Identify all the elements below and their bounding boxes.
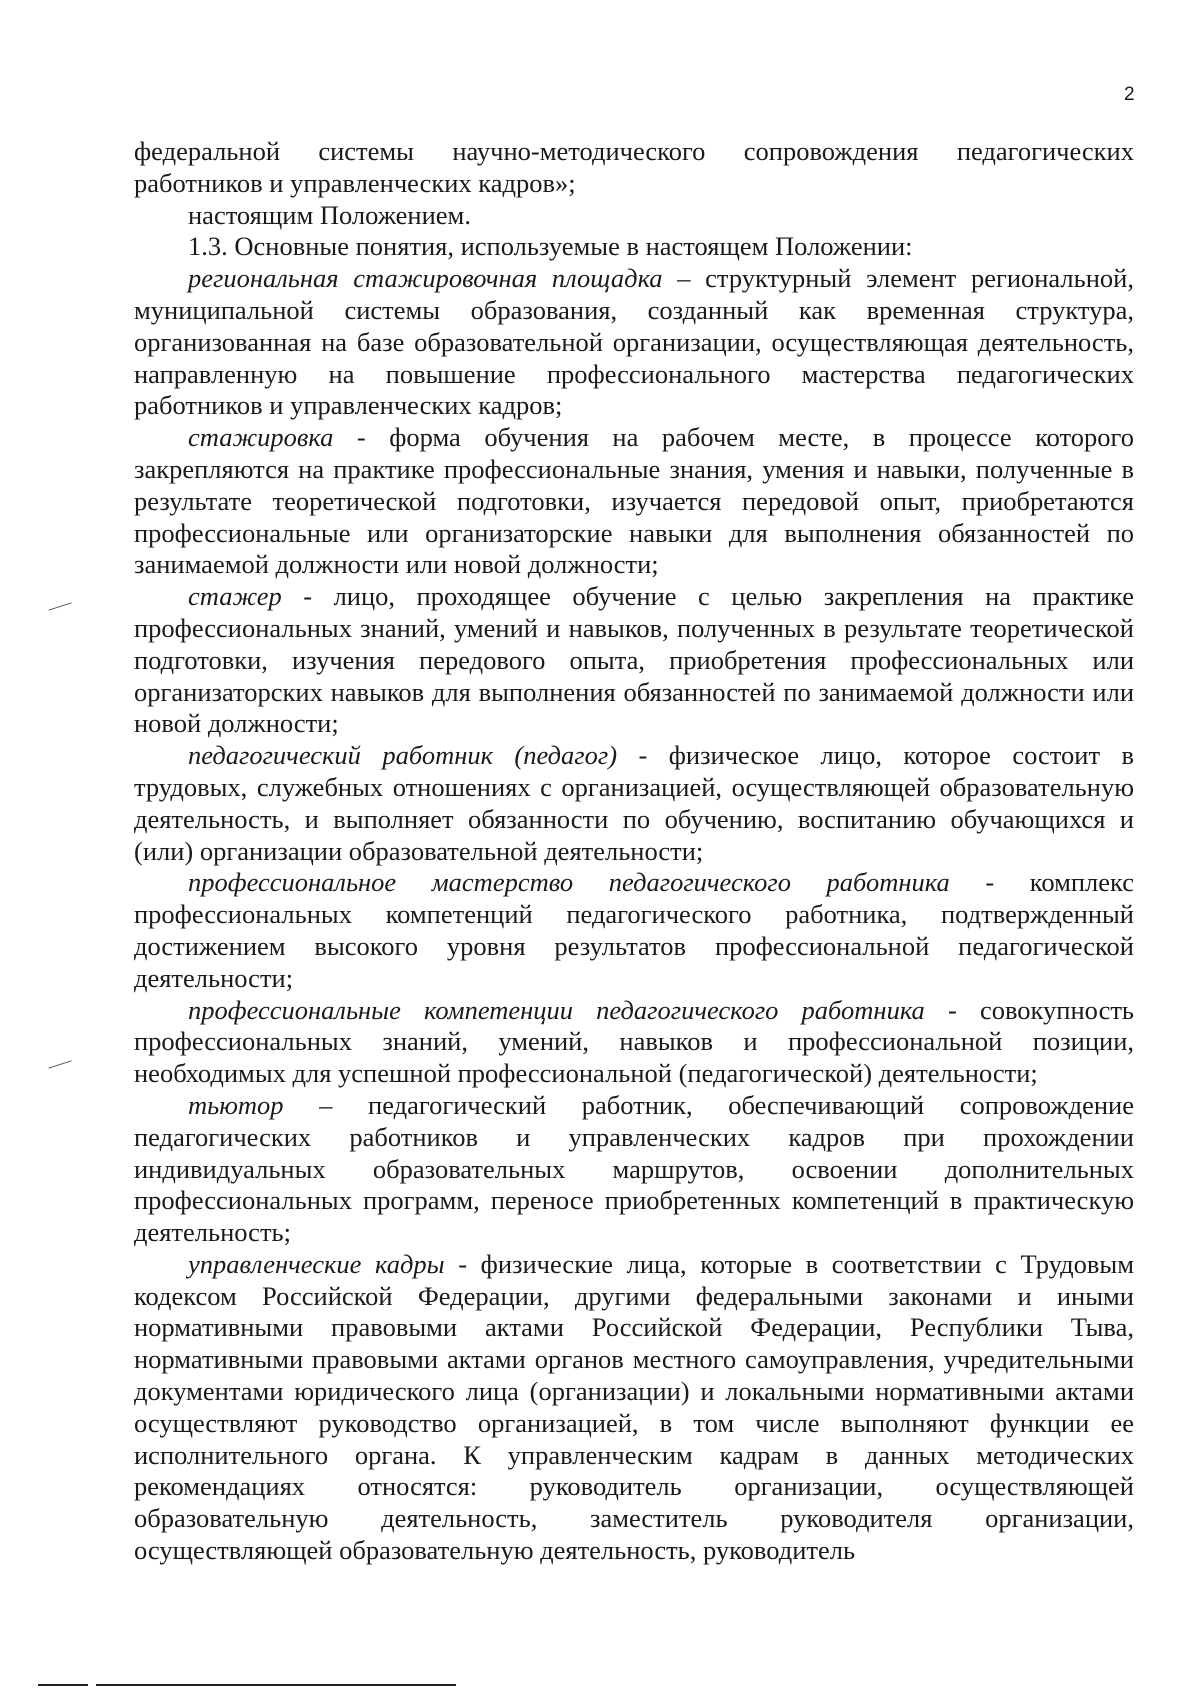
definition-term: тьютор	[188, 1089, 284, 1120]
definition-term: профессиональное мастерство педагогического работника	[188, 867, 950, 898]
definition-term: педагогический работник (педагог)	[188, 740, 618, 771]
definition-text: - комплекс профессиональных компетенций педагогического работника, подтвержденный достижением высокого уровня результатов профессиональной педагогической деятельности;	[134, 867, 1134, 993]
definition-text: – педагогический работник, обеспечивающий сопровождение педагогических работников и управленческих кадров при прохождении индивидуальных образовательных маршрутов, освоении дополнительных профессиональных программ, переносе приобретенных компетенций в практическую деятельность;	[134, 1089, 1134, 1248]
paragraph-text: 1.3. Основные понятия, используемые в настоящем Положении:	[188, 231, 913, 262]
definition-term: стажировка	[188, 422, 334, 453]
definition-paragraph	[134, 1090, 1134, 1249]
paragraph-continuation	[134, 136, 1134, 200]
paragraph-text: федеральной системы научно-методического сопровождения педагогических работников и управленческих кадров»;	[134, 136, 1134, 198]
scan-artifact	[48, 602, 71, 610]
definition-paragraph	[134, 581, 1134, 740]
page-number: 2	[1124, 84, 1135, 105]
definition-paragraph	[134, 422, 1134, 581]
definition-term: стажер	[188, 581, 282, 612]
bottom-rule	[38, 1684, 88, 1686]
definition-paragraph	[134, 1249, 1134, 1567]
bottom-rule	[96, 1684, 456, 1686]
definition-text: – структурный элемент региональной, муниципальной системы образования, созданный как временная структура, организованная на базе образовательной организации, осуществляющая деятельность, направленную на повышение профессионального мастерства педагогических работников и управленческих кадров;	[134, 263, 1134, 421]
definition-text: - физические лица, которые в соответствии с Трудовым кодексом Российской Федерации, другими федеральными законами и иными нормативными правовыми актами Российской Федерации, Республики Тыва, нормативными правовыми актами органов местного самоуправления, учредительными документами юридического лица (организации) и локальными нормативными актами осуществляют руководство организацией, в том числе выполняют функции ее исполнительного органа. К управленческим кадрам в данных методических рекомендациях относятся: руководитель организации, осуществляющей образовательную деятельность, заместитель руководителя организации, осуществляющей образовательную деятельность, руководитель	[134, 1248, 1134, 1566]
paragraph-text: настоящим Положением.	[188, 199, 471, 230]
definition-paragraph	[134, 263, 1134, 422]
definition-term: управленческие кадры	[188, 1248, 445, 1279]
definition-paragraph	[134, 995, 1134, 1090]
document-body	[134, 136, 1134, 1567]
definition-paragraph	[134, 867, 1134, 994]
section-heading	[134, 231, 1134, 263]
paragraph-reference	[134, 200, 1134, 232]
definition-text: - совокупность профессиональных знаний, умений, навыков и профессиональной позиции, необходимых для успешной профессиональной (педагогической) деятельности;	[134, 994, 1134, 1089]
definition-text: - форма обучения на рабочем месте, в процессе которого закрепляются на практике профессиональные знания, умения и навыки, полученные в результате теоретической подготовки, изучается передовой опыт, приобретаются профессиональные или организаторские навыки для выполнения обязанностей по занимаемой должности или новой должности;	[134, 422, 1134, 580]
definition-text: - лицо, проходящее обучение с целью закрепления на практике профессиональных знаний, умений и навыков, полученных в результате теоретической подготовки, изучения передового опыта, приобретения профессиональных или организаторских навыков для выполнения обязанностей по занимаемой должности или новой должности;	[134, 581, 1134, 739]
scan-artifact	[48, 1060, 71, 1068]
definition-term: профессиональные компетенции педагогического работника	[188, 994, 925, 1025]
definition-term: региональная стажировочная площадка	[188, 263, 663, 294]
definition-paragraph	[134, 740, 1134, 867]
definition-text: - физическое лицо, которое состоит в трудовых, служебных отношениях с организацией, осуществляющей образовательную деятельность, и выполняет обязанности по обучению, воспитанию обучающихся и (или) организации образовательной деятельности;	[134, 740, 1134, 866]
